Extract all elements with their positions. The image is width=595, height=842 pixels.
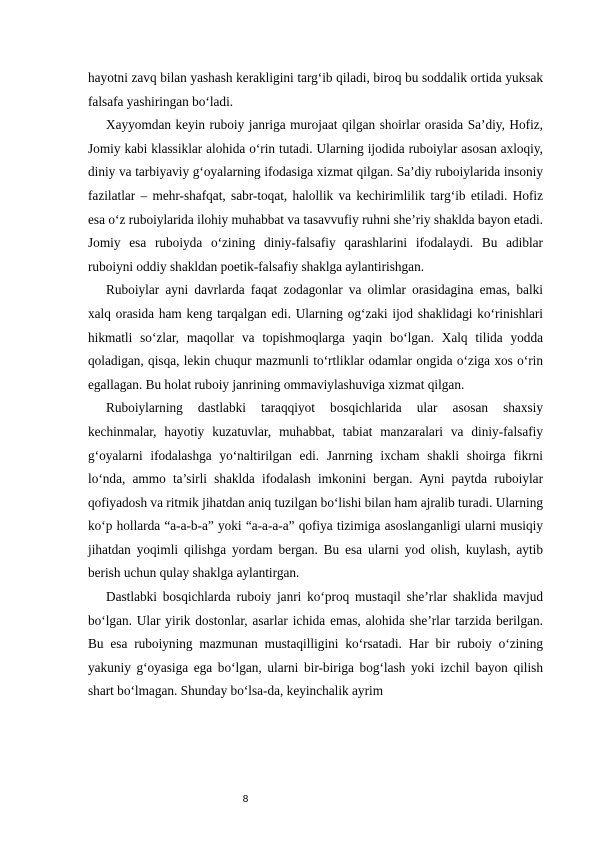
page-number: 8 [242, 794, 249, 805]
paragraph-continuation: hayotni zavq bilan yashash kerakligini targ‘ib qiladi, biroq bu soddalik ortida yuksak falsafa yashiringan bo‘ladi. [88, 70, 543, 109]
document-body [88, 66, 543, 703]
paragraph-early-development: Ruboiylarning dastlabki taraqqiyot bosqichlarida ular asosan shaxsiy kechinmalar, hayotiy kuzatuvlar, muhabbat, tabiat manzaralari va diniy-falsafiy g‘oyalarni ifodalashga yo‘naltirilgan edi. Janrning ixcham shakli shoirga fikrni lo‘nda, ammo ta’sirli shaklda ifodalash imkonini bergan. Ayni paytda ruboiylar qofiyadosh va ritmik jihatdan aniq tuzilgan bo‘lishi bilan ham ajralib turadi. Ularning ko‘p hollarda “a-a-b-a” yoki “a-a-a-a” qofiya tizimiga asoslanganligi ularni musiqiy jihatdan yoqimli qilishga yordam bergan. Bu esa ularni yod olish, kuylash, aytib berish uchun qulay shaklga aylantirgan. [88, 400, 543, 581]
paragraph-classics: Xayyomdan keyin ruboiy janriga murojaat qilgan shoirlar orasida Sa’diy, Hofiz, Jomiy kabi klassiklar alohida o‘rin tutadi. Ularning ijodida ruboiylar asosan axloqiy, diniy va tarbiyaviy g‘oyalarning ifodasiga xizmat qilgan. Sa’diy ruboiylarida insoniy fazilatlar – mehr-shafqat, sabr-toqat, halollik va kechirimlilik targ‘ib etiladi. Hofiz esa o‘z ruboiylarida ilohiy muhabbat va tasavvufiy ruhni she’riy shaklda bayon etadi. Jomiy esa ruboiyda o‘zining diniy-falsafiy qarashlarini ifodalaydi. Bu adiblar ruboiyni oddiy shakldan poetik-falsafiy shaklga aylantirishgan. [88, 117, 543, 274]
paragraph-independent-poems: Dastlabki bosqichlarda ruboiy janri ko‘proq mustaqil she’rlar shaklida mavjud bo‘lgan. Ular yirik dostonlar, asarlar ichida emas, alohida she’rlar tarzida berilgan. Bu esa ruboiyning mazmunan mustaqilligini ko‘rsatadi. Har bir ruboiy o‘zining yakuniy g‘oyasiga ega bo‘lgan, ularni bir-biriga bog‘lash yoki izchil bayon qilish shart bo‘lmagan. Shunday bo‘lsa-da, keyinchalik ayrim [88, 589, 543, 699]
paragraph-folk-spread: Ruboiylar ayni davrlarda faqat zodagonlar va olimlar orasidagina emas, balki xalq orasida ham keng tarqalgan edi. Ularning og‘zaki ijod shaklidagi ko‘rinishlari hikmatli so‘zlar, maqollar va topishmoqlarga yaqin bo‘lgan. Xalq tilida yodda qoladigan, qisqa, lekin chuqur mazmunli to‘rtliklar odamlar ongida o‘ziga xos o‘rin egallagan. Bu holat ruboiy janrining ommaviylashuviga xizmat qilgan. [88, 282, 543, 392]
